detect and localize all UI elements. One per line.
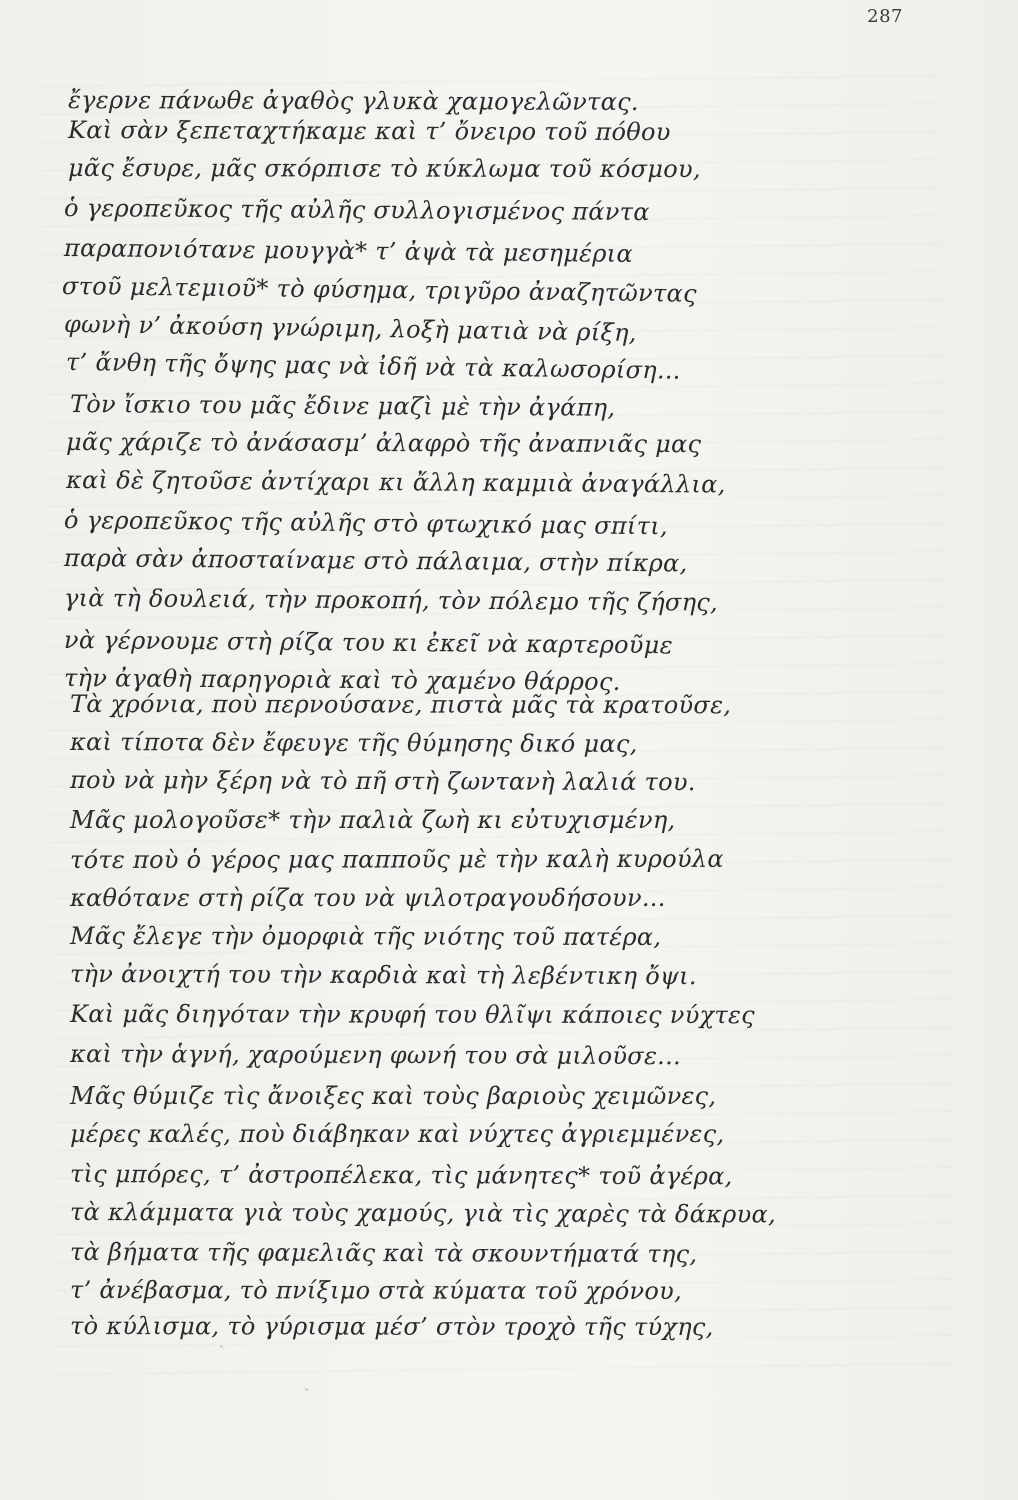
poem-line: ὁ γεροπεῦκος τῆς αὐλῆς στὸ φτωχικό μας σπίτι, — [63, 506, 669, 541]
poem-line: μᾶς χάριζε τὸ ἀνάσασμ’ ἀλαφρὸ τῆς ἀναπνιᾶς μας — [65, 428, 702, 459]
poem-line: καθότανε στὴ ρίζα του νὰ ψιλοτραγουδήσουν... — [70, 884, 666, 912]
poem-line: τὸ κύλισμα, τὸ γύρισμα μέσ’ στὸν τροχὸ τῆς τύχης, — [69, 1312, 714, 1342]
poem-line: τότε ποὺ ὁ γέρος μας παπποῦς μὲ τὴν καλὴ κυρούλα — [69, 844, 724, 874]
poem-line: καὶ τὴν ἁγνή, χαρούμενη φωνή του σὰ μιλοῦσε... — [69, 1040, 681, 1071]
poem-line: παρὰ σὰν ἀποσταίναμε στὸ πάλαιμα, στὴν πίκρα, — [63, 544, 688, 578]
poem-line: Μᾶς θύμιζε τὶς ἄνοιξες καὶ τοὺς βαριοὺς χειμῶνες, — [70, 1082, 717, 1110]
page-number: 287 — [867, 6, 903, 27]
poem-line: Μᾶς ἔλεγε τὴν ὀμορφιὰ τῆς νιότης τοῦ πατέρα, — [69, 922, 662, 952]
poem-line: τ’ ἀνέβασμα, τὸ πνίξιμο στὰ κύματα τοῦ χρόνου, — [69, 1276, 683, 1306]
poem-line: μᾶς ἔσυρε, μᾶς σκόρπισε τὸ κύκλωμα τοῦ κόσμου, — [67, 154, 701, 184]
paper-speck — [305, 1388, 308, 1391]
poem-line: Μᾶς μολογοῦσε* τὴν παλιὰ ζωὴ κι εὐτυχισμένη, — [70, 806, 676, 834]
poem-line: φωνὴ ν’ ἀκούση γνώριμη, λοξὴ ματιὰ νὰ ρίξη, — [63, 310, 637, 347]
poem-line: γιὰ τὴ δουλειά, τὴν προκοπή, τὸν πόλεμο τῆς ζήσης, — [63, 584, 719, 617]
poem-line: Καὶ σὰν ξεπεταχτήκαμε καὶ τ’ ὄνειρο τοῦ πόθου — [67, 116, 671, 147]
poem-line: παραπονιότανε μουγγὰ* τ’ ἀψὰ τὰ μεσημέρια — [63, 234, 634, 268]
poem-line: ποὺ νὰ μὴν ξέρη νὰ τὸ πῆ στὴ ζωντανὴ λαλιά του. — [69, 766, 696, 797]
poem-line: τὰ κλάμματα γιὰ τοὺς χαμούς, γιὰ τὶς χαρὲς τὰ δάκρυα, — [69, 1198, 776, 1229]
poem-line: ὁ γεροπεῦκος τῆς αὐλῆς συλλογισμένος πάντα — [63, 194, 650, 227]
poem-line: ἔγερνε πάνωθε ἀγαθὸς γλυκὰ χαμογελῶντας. — [67, 86, 639, 116]
poem-line: Τὰ χρόνια, ποὺ περνούσανε, πιστὰ μᾶς τὰ κρατοῦσε, — [69, 690, 732, 720]
poem-line: τὴν ἀγαθὴ παρηγοριὰ καὶ τὸ χαμένο θάρρος. — [63, 664, 621, 696]
poem-line: Τὸν ἴσκιο του μᾶς ἔδινε μαζὶ μὲ τὴν ἀγάπη, — [69, 390, 616, 422]
poem-line: τὰ βήματα τῆς φαμελιᾶς καὶ τὰ σκουντήματά της, — [69, 1238, 698, 1269]
poem-line: τ’ ἄνθη τῆς ὄψης μας νὰ ἰδῆ νὰ τὰ καλωσορίση... — [65, 348, 681, 385]
poem-line: μέρες καλές, ποὺ διάβηκαν καὶ νύχτες ἀγριεμμένες, — [70, 1120, 725, 1148]
poem-line: τὶς μπόρες, τ’ ἀστροπέλεκα, τὶς μάνητες* τοῦ ἀγέρα, — [69, 1160, 733, 1191]
paper-speck — [220, 1345, 223, 1348]
poem-line: στοῦ μελτεμιοῦ* τὸ φύσημα, τριγῦρο ἀναζητῶντας — [61, 272, 698, 308]
poem-line: καὶ τίποτα δὲν ἔφευγε τῆς θύμησης δικό μας, — [69, 728, 638, 758]
poem-line: Καὶ μᾶς διηγόταν τὴν κρυφή του θλῖψι κάποιες νύχτες — [69, 1000, 755, 1030]
poem-line: τὴν ἀνοιχτή του τὴν καρδιὰ καὶ τὴ λεβέντικη ὄψι. — [69, 960, 697, 991]
poem-line: νὰ γέρνουμε στὴ ρίζα του κι ἐκεῖ νὰ καρτεροῦμε — [63, 626, 673, 660]
poem-line: καὶ δὲ ζητοῦσε ἀντίχαρι κι ἄλλη καμμιὰ ἀναγάλλια, — [65, 466, 726, 499]
